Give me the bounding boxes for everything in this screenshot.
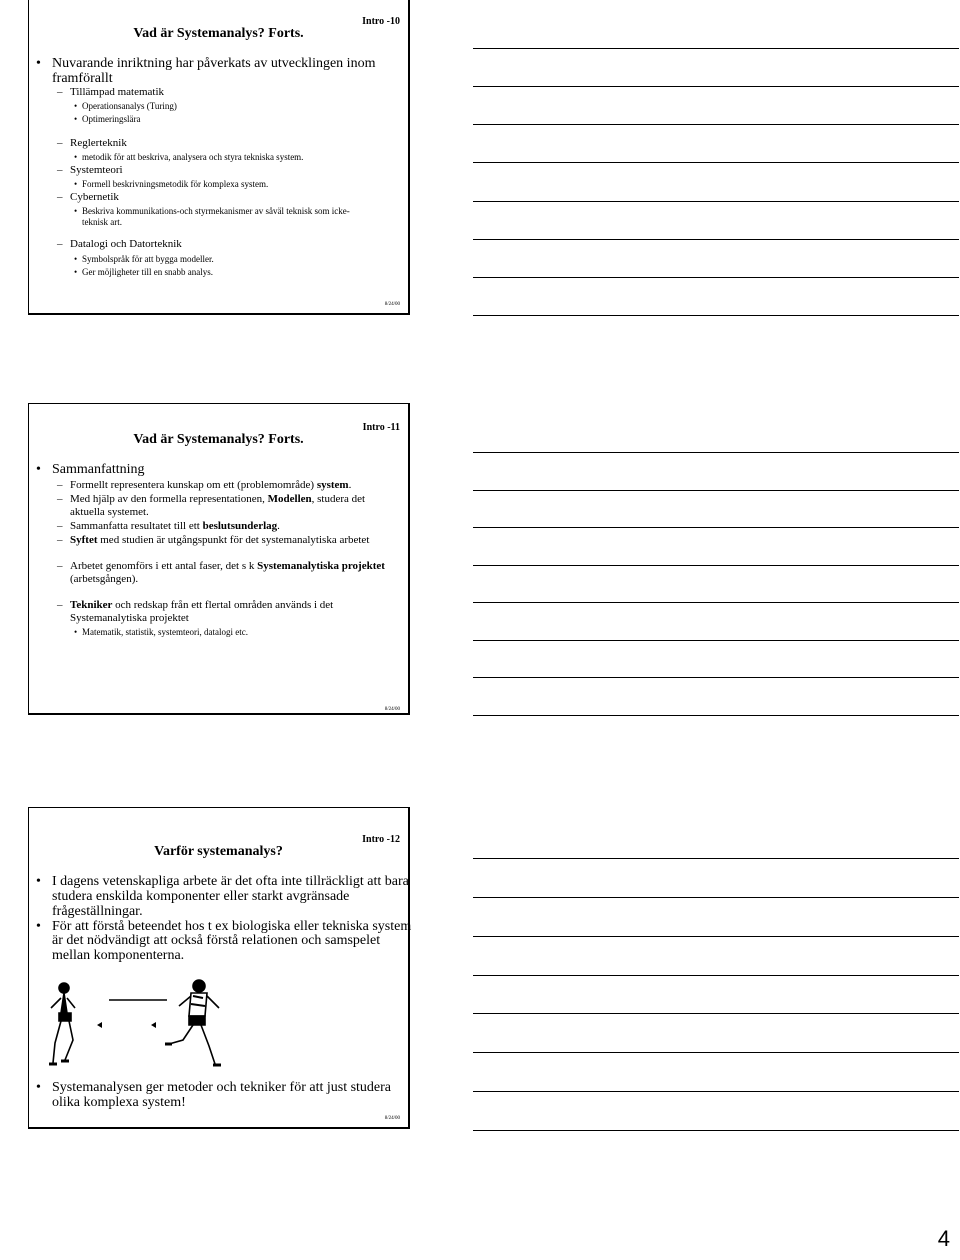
player-left-figure: [49, 983, 75, 1064]
note-line: [473, 48, 959, 49]
slide-number: Intro -11: [362, 422, 400, 433]
slide-intro-10: [28, 0, 410, 315]
bullet-line: • Nuvarande inriktning har påverkats av utvecklingen inom: [36, 56, 376, 71]
bullet-line: – Datalogi och Datorteknik: [57, 238, 182, 250]
page-number: 4: [937, 1226, 950, 1251]
bullet-line: olika komplexa system!: [52, 1095, 186, 1110]
player-right-figure: [165, 980, 221, 1065]
bullet-line: aktuella systemet.: [70, 506, 149, 518]
slide-title: Vad är Systemanalys? Forts.: [133, 432, 304, 447]
bullet-line: • Operationsanalys (Turing): [74, 101, 177, 111]
bullet-line: • Sammanfattning: [36, 462, 145, 477]
slide-number: Intro -12: [362, 834, 400, 845]
note-line: [473, 677, 959, 678]
bullet-line: (arbetsgången).: [70, 573, 139, 585]
note-line: [473, 1052, 959, 1053]
bullet-line: • Optimeringslära: [74, 114, 141, 124]
bullet-line: • Matematik, statistik, systemteori, datalogi etc.: [74, 627, 248, 637]
slide-intro-12: [28, 807, 410, 1129]
bullet-line: • metodik för att beskriva, analysera och styra tekniska system.: [74, 152, 304, 162]
note-line: [473, 277, 959, 278]
bullet-line: – Med hjälp av den formella representationen, Modellen, studera det: [57, 493, 366, 505]
slide-title: Vad är Systemanalys? Forts.: [133, 26, 304, 41]
bullet-line: mellan komponenterna.: [52, 948, 185, 963]
bullet-line: – Tekniker och redskap från ett flertal områden används i det: [57, 599, 334, 611]
bullet-line: – Reglerteknik: [57, 137, 127, 149]
note-line: [473, 1091, 959, 1092]
note-line: [473, 86, 959, 87]
bullet-line: Systemanalytiska projektet: [70, 612, 189, 624]
note-line: [473, 897, 959, 898]
note-line: [473, 975, 959, 976]
bullet-line: • Formell beskrivningsmetodik för komplexa system.: [74, 179, 269, 189]
note-line: [473, 239, 959, 240]
note-line: [473, 602, 959, 603]
note-line: [473, 162, 959, 163]
note-line: [473, 640, 959, 641]
note-line: [473, 715, 959, 716]
bullet-line: teknisk art.: [82, 217, 122, 227]
note-line: [473, 452, 959, 453]
slide-date: 8/24/00: [384, 302, 400, 307]
note-line: [473, 858, 959, 859]
note-line: [473, 936, 959, 937]
bullet-line: • För att förstå beteendet hos t ex biologiska eller tekniska system: [36, 919, 412, 934]
bullet-line: – Tillämpad matematik: [57, 86, 164, 98]
slide-intro-11: [28, 403, 410, 715]
note-line: [473, 1130, 959, 1131]
bullet-line: • Ger möjligheter till en snabb analys.: [74, 267, 213, 277]
slide-title: Varför systemanalys?: [154, 844, 283, 859]
bullet-line: – Cybernetik: [57, 191, 119, 203]
bullet-line: – Formellt representera kunskap om ett (problemområde) system.: [57, 479, 352, 491]
soccer-players-illustration: [39, 978, 239, 1073]
bullet-line: framförallt: [52, 71, 113, 86]
note-line: [473, 124, 959, 125]
slide-date: 8/24/00: [384, 1116, 400, 1121]
bullet-line: • I dagens vetenskapliga arbete är det ofta inte tillräckligt att bara: [36, 874, 409, 889]
bullet-line: – Sammanfatta resultatet till ett beslutsunderlag.: [57, 520, 280, 532]
bullet-line: – Arbetet genomförs i ett antal faser, det s k Systemanalytiska projektet: [57, 560, 385, 572]
note-line: [473, 315, 959, 316]
note-line: [473, 527, 959, 528]
bullet-line: frågeställningar.: [52, 904, 143, 919]
arrow-marks: [97, 1022, 156, 1028]
slide-date: 8/24/00: [384, 707, 400, 712]
bullet-line: – Syftet med studien är utgångspunkt för det systemanalytiska arbetet: [57, 534, 370, 546]
bullet-line: • Systemanalysen ger metoder och tekniker för att just studera: [36, 1080, 392, 1095]
bullet-line: – Systemteori: [57, 164, 123, 176]
note-line: [473, 1013, 959, 1014]
note-line: [473, 565, 959, 566]
bullet-line: studera enskilda komponenter eller starkt avgränsade: [52, 889, 350, 904]
note-line: [473, 490, 959, 491]
slide-number: Intro -10: [362, 16, 400, 27]
notes-lines: [473, 0, 959, 1260]
bullet-line: • Symbolspråk för att bygga modeller.: [74, 254, 214, 264]
bullet-line: • Beskriva kommunikations-och styrmekanismer av såväl teknisk som icke-: [74, 206, 350, 216]
bullet-line: är det nödvändigt att också förstå relationen och samspelet: [52, 933, 381, 948]
note-line: [473, 201, 959, 202]
